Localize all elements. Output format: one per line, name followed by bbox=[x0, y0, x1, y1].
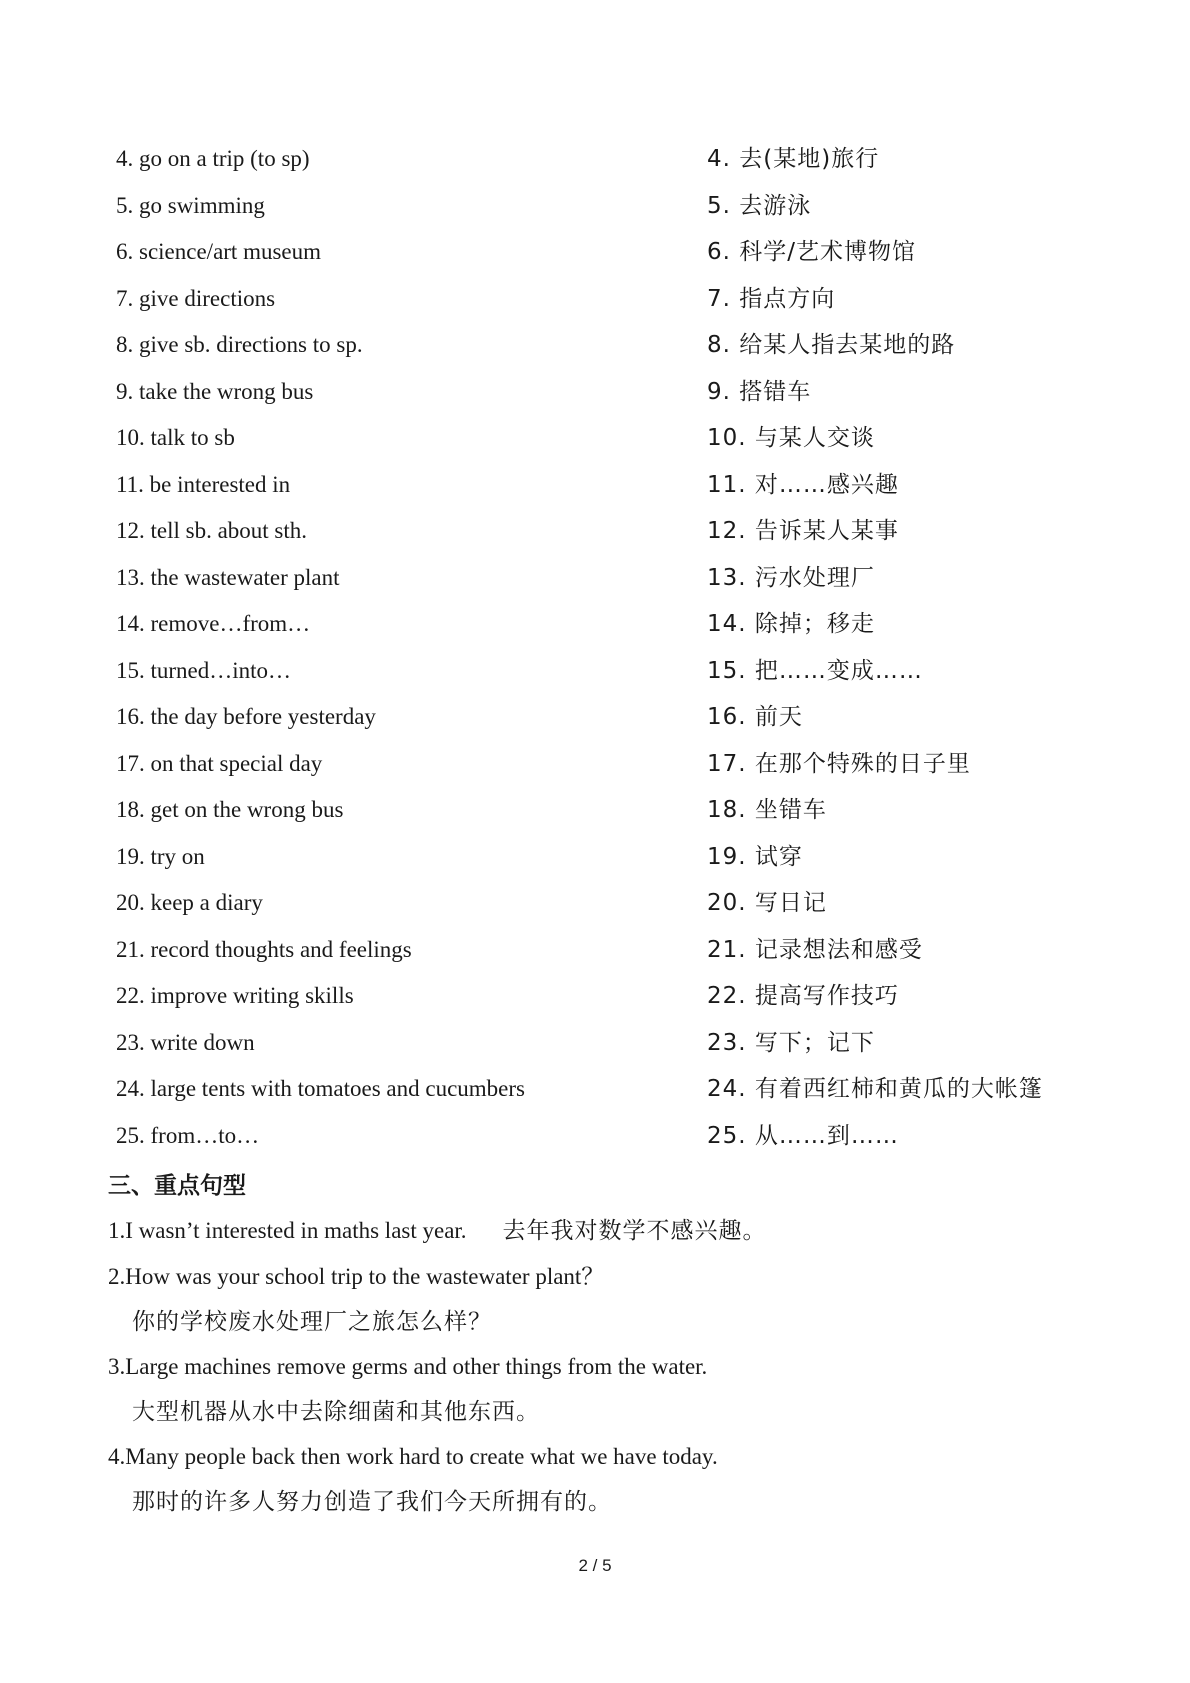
phrase-english: 6. science/art museum bbox=[116, 239, 322, 264]
sentence-english: 1.I wasn’t interested in maths last year. bbox=[108, 1218, 467, 1243]
phrase-row bbox=[0, 927, 1190, 974]
phrase-row bbox=[0, 601, 1190, 648]
sentence-chinese: 去年我对数学不感兴趣。 bbox=[502, 1218, 767, 1244]
phrase-english: 4. go on a trip (to sp) bbox=[116, 146, 310, 171]
phrase-chinese: 24. 有着西红柿和黄瓜的大帐篷 bbox=[707, 1076, 1043, 1102]
sentence-item bbox=[108, 1434, 1108, 1524]
phrase-row bbox=[0, 880, 1190, 927]
phrase-english: 17. on that special day bbox=[116, 750, 323, 776]
phrase-chinese: 10. 与某人交谈 bbox=[707, 425, 875, 451]
phrase-english: 7. give directions bbox=[116, 285, 276, 311]
phrase-english: 16. the day before yesterday bbox=[116, 704, 376, 729]
phrase-chinese: 6. 科学/艺术博物馆 bbox=[707, 239, 917, 265]
phrase-chinese: 23. 写下；记下 bbox=[707, 1029, 875, 1056]
phrase-row bbox=[0, 694, 1190, 741]
phrase-english: 20. keep a diary bbox=[116, 890, 263, 915]
phrase-english: 15. turned…into… bbox=[116, 657, 292, 683]
phrase-row bbox=[0, 1066, 1190, 1113]
phrase-row bbox=[0, 741, 1190, 788]
phrase-row bbox=[0, 555, 1190, 602]
phrase-row bbox=[0, 229, 1190, 276]
phrase-row bbox=[0, 648, 1190, 695]
phrase-english: 23. write down bbox=[116, 1029, 255, 1055]
phrase-english: 25. from…to… bbox=[116, 1122, 260, 1148]
phrase-chinese: 12. 告诉某人某事 bbox=[707, 518, 899, 544]
phrase-english: 18. get on the wrong bus bbox=[116, 797, 344, 822]
phrase-row bbox=[0, 1113, 1190, 1160]
phrase-chinese: 4. 去(某地)旅行 bbox=[707, 146, 880, 172]
phrase-english: 22. improve writing skills bbox=[116, 983, 354, 1008]
section-title: 三、重点句型 bbox=[108, 1173, 246, 1199]
phrase-row bbox=[0, 973, 1190, 1020]
phrase-chinese: 25. 从……到…… bbox=[707, 1122, 899, 1149]
phrase-chinese: 20. 写日记 bbox=[707, 890, 827, 916]
phrase-english: 21. record thoughts and feelings bbox=[116, 936, 412, 962]
phrase-english: 8. give sb. directions to sp. bbox=[116, 332, 363, 357]
phrase-chinese: 8. 给某人指去某地的路 bbox=[707, 332, 956, 358]
phrase-chinese: 18. 坐错车 bbox=[707, 797, 827, 823]
phrase-chinese: 19. 试穿 bbox=[707, 843, 803, 870]
phrase-english: 14. remove…from… bbox=[116, 611, 311, 636]
page-number: 2 / 5 bbox=[578, 1556, 612, 1575]
phrase-row bbox=[0, 322, 1190, 369]
phrase-list bbox=[0, 136, 1190, 1159]
phrase-row bbox=[0, 276, 1190, 323]
phrase-english: 24. large tents with tomatoes and cucumbers bbox=[116, 1076, 526, 1101]
sentence-item bbox=[108, 1344, 1108, 1434]
phrase-english: 10. talk to sb bbox=[116, 425, 235, 450]
phrase-row bbox=[0, 508, 1190, 555]
phrase-row bbox=[0, 369, 1190, 416]
phrase-chinese: 22. 提高写作技巧 bbox=[707, 983, 899, 1009]
phrase-chinese: 7. 指点方向 bbox=[707, 285, 836, 312]
phrase-row bbox=[0, 834, 1190, 881]
phrase-chinese: 13. 污水处理厂 bbox=[707, 564, 875, 591]
phrase-row bbox=[0, 183, 1190, 230]
phrase-row bbox=[0, 1020, 1190, 1067]
phrase-row bbox=[0, 136, 1190, 183]
phrase-chinese: 16. 前天 bbox=[707, 704, 803, 730]
sentence-english: 3.Large machines remove germs and other things from the water. bbox=[108, 1354, 708, 1379]
phrase-english: 9. take the wrong bus bbox=[116, 378, 314, 404]
phrase-english: 11. be interested in bbox=[116, 471, 291, 497]
sentence-chinese: 你的学校废水处理厂之旅怎么样？ bbox=[132, 1309, 492, 1335]
key-sentences-section bbox=[108, 1164, 1108, 1524]
sentence-item bbox=[108, 1208, 1108, 1254]
phrase-row bbox=[0, 462, 1190, 509]
sentence-english: 4.Many people back then work hard to create what we have today. bbox=[108, 1444, 718, 1469]
phrase-chinese: 15. 把……变成…… bbox=[707, 657, 923, 684]
sentence-english: 2.How was your school trip to the wastewater plant？ bbox=[108, 1264, 605, 1289]
phrase-row bbox=[0, 415, 1190, 462]
sentence-chinese: 那时的许多人努力创造了我们今天所拥有的。 bbox=[132, 1489, 612, 1515]
phrase-chinese: 17. 在那个特殊的日子里 bbox=[707, 750, 971, 777]
phrase-row bbox=[0, 787, 1190, 834]
phrase-chinese: 9. 搭错车 bbox=[707, 378, 812, 405]
phrase-chinese: 21. 记录想法和感受 bbox=[707, 936, 923, 963]
phrase-english: 12. tell sb. about sth. bbox=[116, 518, 308, 543]
phrase-english: 19. try on bbox=[116, 843, 205, 869]
sentence-chinese: 大型机器从水中去除细菌和其他东西。 bbox=[132, 1399, 540, 1425]
phrase-chinese: 14. 除掉；移走 bbox=[707, 611, 875, 637]
phrase-english: 13. the wastewater plant bbox=[116, 564, 340, 590]
phrase-english: 5. go swimming bbox=[116, 192, 265, 218]
phrase-chinese: 11. 对……感兴趣 bbox=[707, 471, 899, 498]
sentence-item bbox=[108, 1254, 1108, 1344]
phrase-chinese: 5. 去游泳 bbox=[707, 192, 812, 219]
